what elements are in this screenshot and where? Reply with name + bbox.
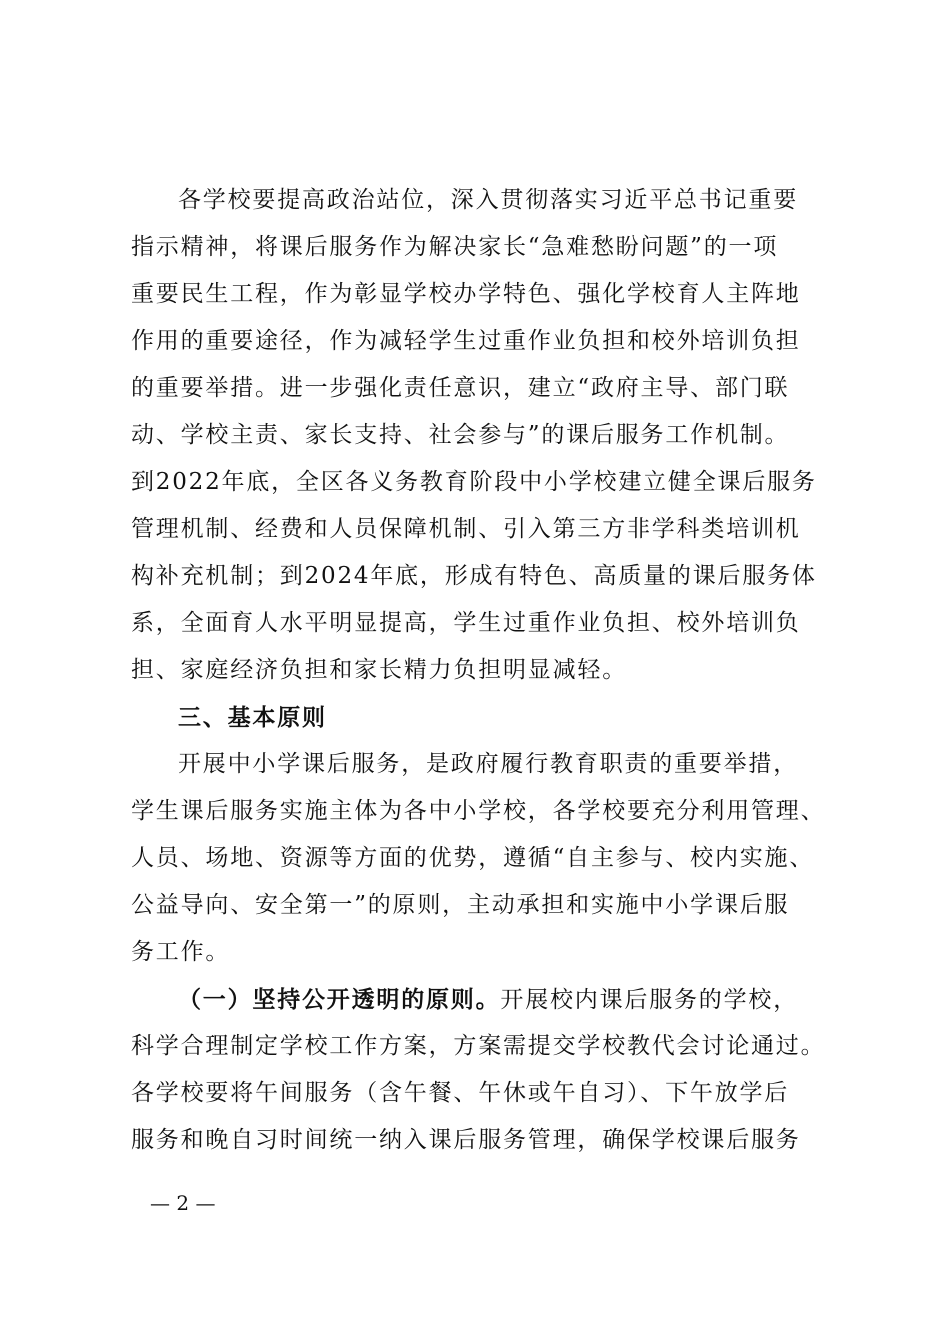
section-heading-basic-principles: 三、基本原则	[178, 704, 327, 731]
subheading-lead: （一）坚持公开透明的原则。	[178, 986, 501, 1013]
paragraph-1-line-5: 的重要举措。进一步强化责任意识，建立“政府主导、部门联	[131, 375, 790, 401]
paragraph-1-line-11: 担、家庭经济负担和家长精力负担明显减轻。	[131, 657, 627, 683]
paragraph-2-line-2: 学生课后服务实施主体为各中小学校，各学校要充分利用管理、	[131, 798, 826, 824]
paragraph-1-line-3: 重要民生工程，作为彰显学校办学特色、强化学校育人主阵地	[131, 281, 801, 307]
paragraph-2-line-4: 公益导向、安全第一”的原则，主动承担和实施中小学课后服	[131, 892, 790, 918]
paragraph-2-line-1: 开展中小学课后服务，是政府履行教育职责的重要举措，	[178, 751, 798, 777]
paragraph-3-line-1	[178, 988, 798, 1012]
paragraph-3-line-3: 各学校要将午间服务（含午餐、午休或午自习）、下午放学后	[131, 1080, 790, 1106]
paragraph-1-line-1: 各学校要提高政治站位，深入贯彻落实习近平总书记重要	[178, 187, 798, 213]
paragraph-2-line-3: 人员、场地、资源等方面的优势，遵循“自主参与、校内实施、	[131, 845, 815, 871]
page-number: — 2 —	[150, 1191, 216, 1215]
paragraph-1-line-4: 作用的重要途径，作为减轻学生过重作业负担和校外培训负担	[131, 328, 801, 354]
paragraph-1-line-8: 管理机制、经费和人员保障机制、引入第三方非学科类培训机	[131, 516, 801, 542]
paragraph-3-line-4: 服务和晚自习时间统一纳入课后服务管理，确保学校课后服务	[131, 1127, 801, 1153]
paragraph-1-line-7: 到2022年底，全区各义务教育阶段中小学校建立健全课后服务	[131, 469, 817, 495]
paragraph-1-line-10: 系，全面育人水平明显提高，学生过重作业负担、校外培训负	[131, 610, 801, 636]
paragraph-1-line-9: 构补充机制；到2024年底，形成有特色、高质量的课后服务体	[131, 563, 817, 589]
paragraph-1-line-6: 动、学校主责、家长支持、社会参与”的课后服务工作机制。	[131, 422, 790, 448]
paragraph-3-line-1-text: 开展校内课后服务的学校，	[500, 987, 799, 1013]
paragraph-2-line-5: 务工作。	[131, 939, 231, 965]
paragraph-3-line-2: 科学合理制定学校工作方案，方案需提交学校教代会讨论通过。	[131, 1033, 826, 1059]
paragraph-1-line-2: 指示精神，将课后服务作为解决家长“急难愁盼问题”的一项	[131, 234, 779, 260]
